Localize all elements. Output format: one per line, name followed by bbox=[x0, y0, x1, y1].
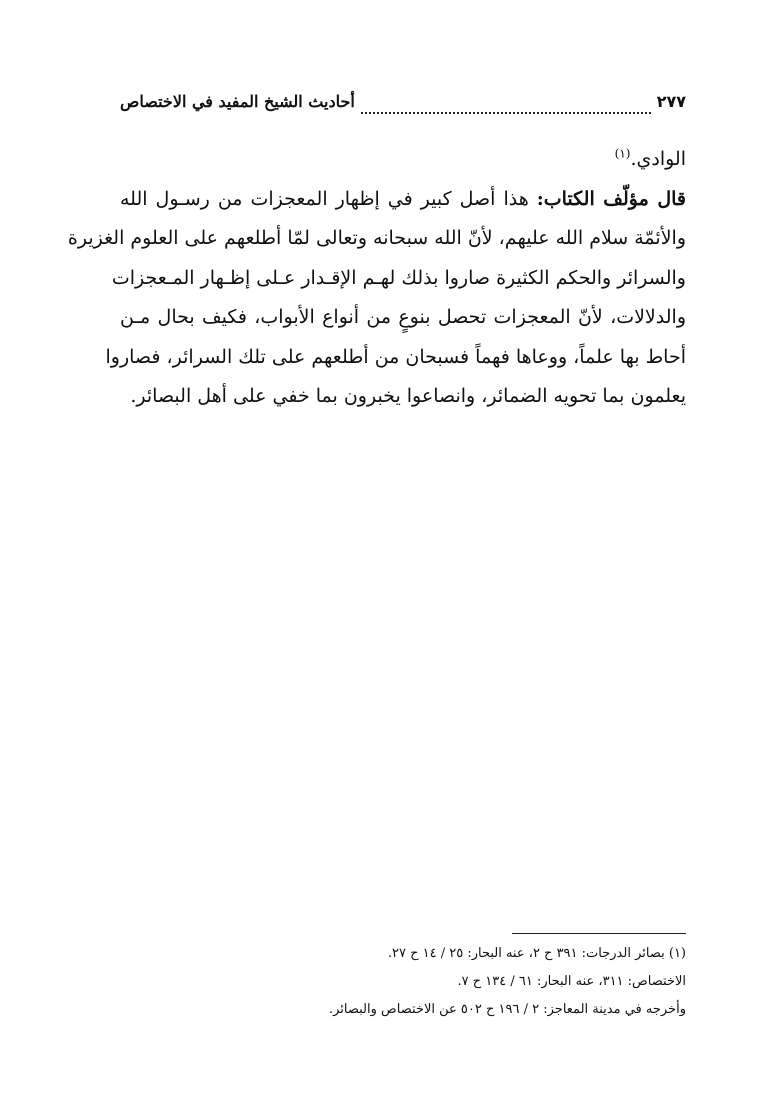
footnotes bbox=[120, 940, 686, 1024]
page-number: ٢٧٧ bbox=[656, 92, 686, 111]
author-label: قال مؤلّف الكتاب: bbox=[536, 187, 686, 210]
footnote-reference: (١) bbox=[614, 146, 631, 161]
paragraph-line-3: والسرائر والحكم الكثيرة صاروا بذلك لهـم الإقـدار عـلى إظـهار المـعجزات bbox=[111, 266, 686, 289]
body-text bbox=[67, 140, 686, 417]
paragraph-line-5: أحاط بها علماً، ووعاها فهماً فسبحان من أطلعهم على تلك السرائر، فصاروا bbox=[105, 345, 686, 368]
paragraph-line-4: والدلالات، لأنّ المعجزات تحصل بنوعٍ من أنواع الأبواب، فكيف بحال مـن bbox=[120, 306, 686, 328]
paragraph-line-6: يعلمون بما تحويه الضمائر، وانصاعوا يخبرون بما خفي على أهل البصائر. bbox=[130, 385, 686, 407]
first-line-text: الوادي. bbox=[630, 148, 686, 170]
paragraph-line-2: والأئمّة سلام الله عليهم، لأنّ الله سبحانه وتعالى لمّا أطلعهم على العلوم الغزيرة bbox=[67, 227, 686, 249]
footnote-separator bbox=[512, 933, 686, 934]
paragraph-line-1 bbox=[120, 180, 686, 220]
footnote-1: (١) بصائر الدرجات: ٣٩١ ح ٢، عنه البحار: ٢٥ / ١٤ ح ٢٧. bbox=[387, 946, 686, 961]
paragraph-line-1-text: هذا أصل كبير في إظهار المعجزات من رسـول الله bbox=[120, 187, 537, 210]
first-line bbox=[120, 140, 686, 180]
footnote-3: وأخرجه في مدينة المعاجز: ٢ / ١٩٦ ح ٥٠٢ عن الاختصاص والبصائر. bbox=[328, 1002, 686, 1017]
footnote-2: الاختصاص: ٣١١، عنه البحار: ٦١ / ١٣٤ ح ٧. bbox=[457, 974, 686, 989]
header-title: أحاديث الشيخ المفيد في الاختصاص bbox=[120, 92, 355, 111]
header-leader-dots bbox=[361, 100, 651, 114]
running-header bbox=[120, 92, 686, 122]
